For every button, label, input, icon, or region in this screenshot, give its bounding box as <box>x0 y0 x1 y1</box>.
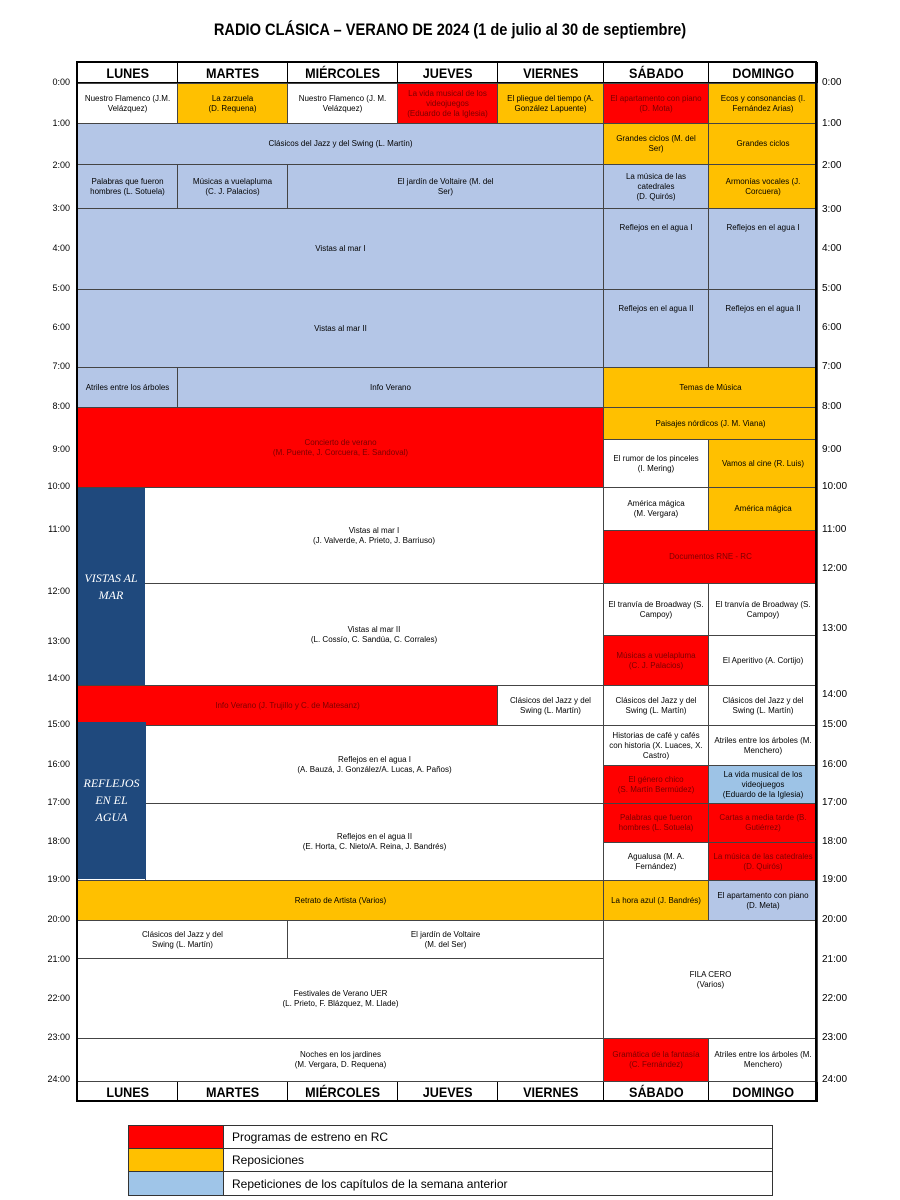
time-label-right: 22:00 <box>822 993 848 1004</box>
program-title: Reflejos en el agua II <box>725 304 801 313</box>
program-cell <box>497 685 604 726</box>
header-day-0 <box>77 62 178 83</box>
time-label-left: 4:00 <box>52 243 70 253</box>
time-label-right: 7:00 <box>822 361 842 372</box>
program-cell <box>603 880 709 921</box>
time-label-right: 6:00 <box>822 322 842 333</box>
program-cell <box>603 289 709 368</box>
time-label-right: 10:00 <box>822 481 848 492</box>
time-label-right: 17:00 <box>822 797 848 808</box>
program-cell <box>603 530 818 584</box>
program-title: Retrato de Artista (Varios) <box>294 895 387 905</box>
time-label-right: 2:00 <box>822 160 842 171</box>
program-cell <box>603 765 709 804</box>
time-label-right: 12:00 <box>822 563 848 574</box>
day-label: MIÉRCOLES <box>305 1083 380 1100</box>
time-label-left: 11:00 <box>48 524 70 534</box>
program-title: El tranvía de Broadway (S. Campoy) <box>715 599 811 619</box>
time-label-left: 22:00 <box>47 993 70 1003</box>
page-title: RADIO CLÁSICA – VERANO DE 2024 (1 de julio al 30 de septiembre) <box>213 20 687 39</box>
program-title: Atriles entre los árboles (M. Menchero) <box>714 735 812 755</box>
program-title: Gramática de la fantasía (C. Fernández) <box>612 1050 700 1069</box>
program-cell <box>77 920 288 959</box>
program-cell <box>77 83 178 124</box>
day-label: DOMINGO <box>732 64 794 81</box>
program-cell <box>287 164 604 209</box>
time-label-left: 6:00 <box>52 322 70 332</box>
program-cell <box>603 407 818 440</box>
program-cell <box>287 920 604 959</box>
program-cell <box>603 487 709 531</box>
program-cell <box>708 685 818 726</box>
legend-item-rerun <box>129 1149 772 1172</box>
program-cell <box>708 803 818 843</box>
time-label-right: 20:00 <box>822 914 848 925</box>
program-title: Nuestro Flamenco (J. M. Velázquez) <box>298 93 387 113</box>
day-label: MIÉRCOLES <box>305 64 380 81</box>
block-banner <box>77 722 146 879</box>
program-title: Temas de Música <box>679 382 742 392</box>
time-label-left: 12:00 <box>47 586 70 596</box>
program-cell <box>145 725 604 804</box>
program-title: Vistas al mar I <box>315 244 366 253</box>
program-cell <box>603 583 709 636</box>
program-cell <box>77 407 604 488</box>
program-title: Info Verano <box>370 382 411 392</box>
program-title: REFLEJOS EN EL AGUA <box>83 776 140 824</box>
program-title: Palabras que fueron hombres (L. Sotuela) <box>618 813 694 832</box>
day-label: MARTES <box>205 64 260 81</box>
program-cell <box>77 123 604 165</box>
time-label-left: 21:00 <box>47 954 70 964</box>
time-label-right: 3:00 <box>822 204 842 215</box>
footer-day-2 <box>287 1081 398 1102</box>
program-title: Vamos al cine (R. Luis) <box>721 458 805 468</box>
footer-day-5 <box>603 1081 709 1102</box>
program-title: Noches en los jardines (M. Vergara, D. Requena) <box>294 1050 387 1069</box>
program-title: América mágica (M. Vergara) <box>627 499 685 518</box>
program-cell <box>708 487 818 531</box>
legend-swatch <box>129 1172 224 1195</box>
program-cell <box>708 725 818 766</box>
program-cell <box>603 367 818 408</box>
program-cell <box>77 164 178 209</box>
program-title: Vistas al mar I (J. Valverde, A. Prieto, J. Barriuso) <box>312 525 436 545</box>
program-title: Grandes ciclos <box>736 139 790 148</box>
time-label-right: 19:00 <box>822 874 848 885</box>
time-label-left: 9:00 <box>52 444 70 454</box>
time-label-right: 8:00 <box>822 401 842 412</box>
program-cell <box>77 958 604 1039</box>
program-cell <box>603 725 709 766</box>
block-banner <box>77 488 145 686</box>
program-title: Clásicos del Jazz y del Swing (L. Martín) <box>722 695 804 715</box>
program-title: Palabras que fueron hombres (L. Sotuela) <box>90 176 165 196</box>
time-label-left: 16:00 <box>47 759 70 769</box>
program-cell <box>708 208 818 290</box>
program-title: La hora azul (J. Bandrés) <box>611 895 701 905</box>
legend-swatch <box>129 1126 224 1148</box>
footer-day-3 <box>397 1081 498 1102</box>
program-cell <box>603 920 818 1039</box>
program-cell <box>708 164 818 209</box>
program-title: Info Verano (J. Trujillo y C. de Matesanz) <box>215 700 360 710</box>
program-title: El jardín de Voltaire (M. del Ser) <box>397 176 494 196</box>
time-label-right: 16:00 <box>822 759 848 770</box>
program-cell <box>708 583 818 636</box>
header-day-2 <box>287 62 398 83</box>
time-label-left: 7:00 <box>52 361 70 371</box>
program-title: Reflejos en el agua II <box>618 304 694 313</box>
program-title: Clásicos del Jazz y del Swing (L. Martín) <box>142 929 223 949</box>
program-cell <box>708 842 818 881</box>
day-label: DOMINGO <box>732 1083 794 1100</box>
program-cell <box>603 635 709 686</box>
time-label-right: 14:00 <box>822 689 848 700</box>
time-label-right: 9:00 <box>822 444 842 455</box>
program-cell <box>77 685 498 726</box>
program-title: Reflejos en el agua I <box>726 223 800 232</box>
legend-item-repeat <box>129 1172 772 1195</box>
program-cell <box>77 367 178 408</box>
time-label-left: 23:00 <box>47 1032 70 1042</box>
time-label-left: 13:00 <box>47 636 70 646</box>
time-label-left: 15:00 <box>47 719 70 729</box>
time-label-left: 24:00 <box>47 1074 70 1084</box>
program-cell <box>603 123 709 165</box>
program-cell <box>77 208 604 290</box>
program-title: Músicas a vuelapluma (C. J. Palacios) <box>192 176 273 196</box>
program-cell <box>708 1038 818 1082</box>
header-day-5 <box>603 62 709 83</box>
time-label-right: 4:00 <box>822 243 842 254</box>
program-cell <box>144 487 604 584</box>
footer-day-1 <box>177 1081 288 1102</box>
time-label-left: 0:00 <box>52 77 70 87</box>
program-cell <box>603 685 709 726</box>
program-cell <box>603 1038 709 1082</box>
day-label: MARTES <box>205 1083 260 1100</box>
legend-item-premiere <box>129 1126 772 1149</box>
program-title: Agualusa (M. A. Fernández) <box>627 851 685 871</box>
day-label: JUEVES <box>422 64 473 81</box>
program-cell <box>603 164 709 209</box>
day-label: JUEVES <box>422 1083 473 1100</box>
program-title: América mágica <box>734 504 792 513</box>
legend-label: Reposiciones <box>232 1153 305 1167</box>
day-label: SÁBADO <box>628 64 684 81</box>
program-title: Armonías vocales (J. Corcuera) <box>725 176 801 196</box>
program-title: Nuestro Flamenco (J.M. Velázquez) <box>84 93 171 113</box>
program-title: Reflejos en el agua II (E. Horta, C. Nieto/A. Reina, J. Bandrés) <box>302 832 447 851</box>
program-cell <box>497 83 604 124</box>
program-title: Músicas a vuelapluma (C. J. Palacios) <box>616 650 696 670</box>
program-cell <box>708 83 818 124</box>
program-cell <box>708 765 818 804</box>
program-title: El pliegue del tiempo (A. González Lapuente) <box>507 93 594 113</box>
program-title: Reflejos en el agua I <box>619 223 693 232</box>
legend-label: Repeticiones de los capítulos de la semana anterior <box>232 1176 508 1191</box>
time-label-right: 18:00 <box>822 836 848 847</box>
day-label: LUNES <box>106 64 149 81</box>
program-title: El tranvía de Broadway (S. Campoy) <box>608 599 704 619</box>
time-label-left: 1:00 <box>52 118 70 128</box>
program-title: Vistas al mar II <box>314 323 367 333</box>
program-title: El rumor de los pinceles (I. Mering) <box>613 453 699 473</box>
program-cell <box>177 83 288 124</box>
footer-day-0 <box>77 1081 178 1102</box>
time-label-left: 17:00 <box>47 797 70 807</box>
program-cell <box>144 583 604 686</box>
day-label: SÁBADO <box>628 1083 684 1100</box>
time-label-right: 21:00 <box>822 954 848 965</box>
program-title: La música de las catedrales (D. Quirós) <box>713 851 813 871</box>
program-cell <box>603 439 709 488</box>
program-title: La zarzuela (D. Requena) <box>208 93 257 113</box>
program-title: Clásicos del Jazz y del Swing (L. Martín) <box>510 695 591 715</box>
time-label-right: 23:00 <box>822 1032 848 1043</box>
footer-day-4 <box>497 1081 604 1102</box>
legend <box>128 1125 773 1196</box>
program-cell <box>397 83 498 124</box>
time-label-right: 11:00 <box>822 524 847 535</box>
time-label-left: 19:00 <box>47 874 70 884</box>
header-day-3 <box>397 62 498 83</box>
program-title: Clásicos del Jazz y del Swing (L. Martín) <box>268 139 413 148</box>
program-cell <box>708 880 818 921</box>
program-title: El jardín de Voltaire (M. del Ser) <box>410 929 481 949</box>
time-label-left: 3:00 <box>52 203 70 213</box>
program-title: El Aperitivo (A. Cortijo) <box>722 655 804 665</box>
program-cell <box>77 1038 604 1082</box>
program-cell <box>603 803 709 843</box>
program-cell <box>603 842 709 881</box>
time-label-right: 5:00 <box>822 283 842 294</box>
program-cell <box>177 367 604 408</box>
program-title: VISTAS AL MAR <box>84 571 138 602</box>
program-title: El género chico (S. Martín Bermúdez) <box>617 774 695 794</box>
time-label-right: 15:00 <box>822 719 848 730</box>
program-cell <box>603 208 709 290</box>
program-title: La vida musical de los videojuegos (Eduardo de la Iglesia) <box>722 769 804 799</box>
legend-label: Programas de estreno en RC <box>232 1130 389 1144</box>
time-label-right: 24:00 <box>822 1074 848 1085</box>
program-title: Vistas al mar II (L. Cossío, C. Sandúa, C. Corrales) <box>310 624 438 644</box>
program-title: Historias de café y cafés con historia (X. Luaces, X. Castro) <box>609 730 703 760</box>
program-cell <box>77 880 604 921</box>
program-title: FILA CERO (Varios) <box>689 969 732 989</box>
program-title: Paisajes nórdicos (J. M. Viana) <box>655 418 766 428</box>
program-title: Atriles entre los árboles (M. Menchero) <box>714 1050 812 1069</box>
time-label-left: 18:00 <box>47 836 70 846</box>
day-label: VIERNES <box>522 1083 579 1100</box>
time-label-right: 13:00 <box>822 623 848 634</box>
time-label-left: 8:00 <box>52 401 70 411</box>
program-title: Documentos RNE - RC <box>669 552 752 561</box>
time-label-right: 1:00 <box>822 118 842 129</box>
header-day-1 <box>177 62 288 83</box>
program-cell <box>145 803 604 881</box>
header-day-4 <box>497 62 604 83</box>
program-cell <box>603 83 709 124</box>
day-label: VIERNES <box>522 64 579 81</box>
program-title: La música de las catedrales (D. Quirós) <box>625 171 687 201</box>
program-title: Concierto de verano (M. Puente, J. Corcuera, E. Sandoval) <box>272 437 409 457</box>
time-label-right: 0:00 <box>822 77 842 88</box>
program-cell <box>77 289 604 368</box>
day-label: LUNES <box>106 1083 149 1100</box>
program-title: Cartas a media tarde (B. Gutiérrez) <box>719 813 807 832</box>
program-cell <box>708 439 818 488</box>
program-cell <box>287 83 398 124</box>
legend-swatch <box>129 1149 224 1171</box>
program-cell <box>177 164 288 209</box>
time-label-left: 20:00 <box>47 914 70 924</box>
time-label-left: 10:00 <box>47 481 70 491</box>
program-title: Clásicos del Jazz y del Swing (L. Martín) <box>615 695 697 715</box>
program-title: El apartamento con piano (D. Meta) <box>717 890 809 910</box>
program-title: Ecos y consonancias (I. Fernández Arias) <box>720 93 806 113</box>
time-label-left: 5:00 <box>52 283 70 293</box>
program-cell <box>708 123 818 165</box>
footer-day-6 <box>708 1081 818 1102</box>
program-title: Atriles entre los árboles <box>85 382 170 392</box>
time-label-left: 2:00 <box>52 160 70 170</box>
program-title: Reflejos en el agua I (A. Bauzá, J. González/A. Lucas, A. Paños) <box>297 754 452 774</box>
program-title: Grandes ciclos (M. del Ser) <box>616 134 696 153</box>
program-title: Festivales de Verano UER (L. Prieto, F. Blázquez, M. Llade) <box>282 988 399 1008</box>
header-day-6 <box>708 62 818 83</box>
time-label-left: 14:00 <box>47 673 70 683</box>
program-title: La vida musical de los videojuegos (Eduardo de la Iglesia) <box>407 88 488 118</box>
program-cell <box>708 289 818 368</box>
program-cell <box>708 635 818 686</box>
program-title: El apartamento con piano (D. Mota) <box>610 93 702 113</box>
